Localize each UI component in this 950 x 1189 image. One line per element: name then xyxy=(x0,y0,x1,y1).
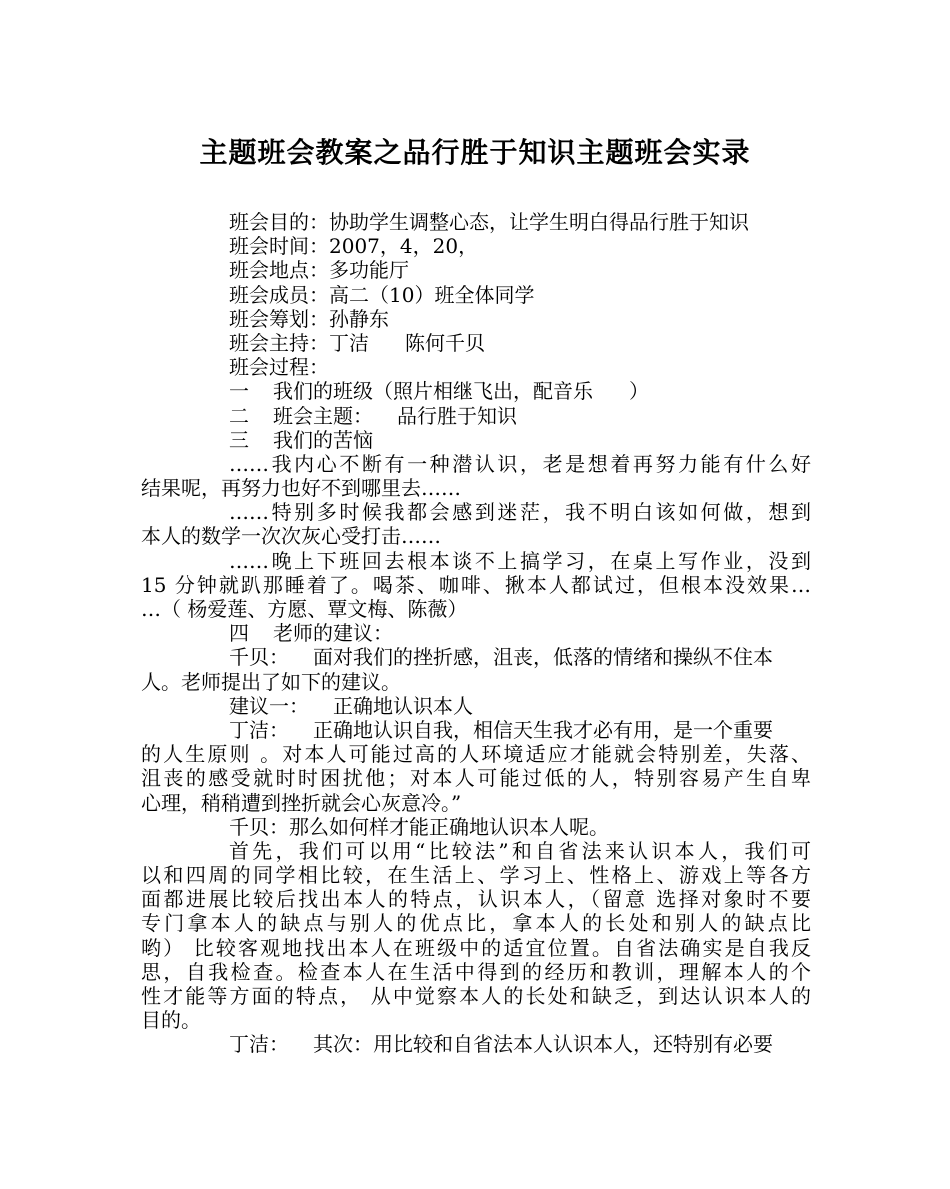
document-title: 主题班会教案之品行胜于知识主题班会实录 xyxy=(199,136,751,169)
paragraph-line: 面都进展比较后找出本人的特点，认识本人，（留意 选择对象时不要 xyxy=(141,887,811,912)
paragraph-line xyxy=(141,645,811,669)
paragraph-line xyxy=(141,718,811,742)
section-four xyxy=(141,621,811,645)
paragraph-line: 千贝：那么如何样才能正确地认识本人呢。 xyxy=(229,814,609,839)
speaker-label: 千贝： xyxy=(229,645,289,670)
paragraph-line: 首先，我们可以用“比较法”和自省法来认识本人，我们可 xyxy=(229,838,811,863)
section-text: 老师的建议： xyxy=(273,621,393,646)
paragraph-line: 结果呢，再努力也好不到哪里去…… xyxy=(141,476,461,501)
section-one xyxy=(141,379,811,403)
meeting-purpose: 班会目的：协助学生调整心态，让学生明白得品行胜于知识 xyxy=(229,210,749,234)
meeting-members: 班会成员：高二（10）班全体同学 xyxy=(229,282,535,307)
section-text-theme: 品行胜于知识 xyxy=(397,403,517,428)
host-name: 陈何千贝 xyxy=(405,330,485,355)
paragraph-line: …（ 杨爱莲、方愿、覃文梅、陈薇） xyxy=(141,597,468,621)
meeting-planner: 班会筹划：孙静东 xyxy=(229,306,389,331)
paragraph-line: ……我内心不断有一种潜认识，老是想着再努力能有什么好 xyxy=(229,451,811,476)
section-two xyxy=(141,404,811,428)
suggestion-label: 建议一： xyxy=(229,693,309,718)
paragraph-line: 哟） 比较客观地找出本人在班级中的适宜位置。自省法确实是自我反 xyxy=(141,935,811,960)
section-number: 三 xyxy=(229,427,249,452)
paragraph-line: ……晚上下班回去根本谈不上搞学习，在桌上写作业，没到 xyxy=(229,548,811,573)
host-label: 班会主持：丁洁 xyxy=(229,330,369,355)
section-text: 我们的苦恼 xyxy=(273,427,373,452)
speech-text: 其次：用比较和自省法本人认识本人，还特别有必要 xyxy=(313,1032,773,1057)
paragraph-line: 15 分钟就趴那睡着了。喝茶、咖啡、揪本人都试过，但根本没效果… xyxy=(141,572,811,597)
section-text: 我们的班级（照片相继飞出，配音乐 xyxy=(273,379,593,404)
section-three xyxy=(141,428,811,452)
paragraph-line: 性才能等方面的特点， 从中觉察本人的长处和缺乏，到达认识本人的 xyxy=(141,984,811,1008)
meeting-time: 班会时间：2007，4，20， xyxy=(229,234,479,259)
paragraph-line: 思，自我检查。检查本人在生活中得到的经历和教训，理解本人的个 xyxy=(141,959,811,984)
section-text: 班会主题： xyxy=(273,403,373,428)
paragraph-line: 的人生原则 。对本人可能过高的人环境适应才能就会特别差，失落、 xyxy=(141,742,811,767)
speaker-label: 丁洁： xyxy=(229,1032,289,1057)
section-number: 二 xyxy=(229,403,249,428)
meeting-location: 班会地点：多功能厅 xyxy=(229,258,409,283)
section-text-end: ） xyxy=(629,379,649,404)
speech-text: 正确地认识自我，相信天生我才必有用，是一个重要 xyxy=(313,717,773,742)
speech-text: 面对我们的挫折感，沮丧，低落的情绪和操纵不住本 xyxy=(313,645,773,670)
speaker-label: 丁洁： xyxy=(229,717,289,742)
paragraph-line: 沮丧的感受就时时困扰他；对本人可能过低的人，特别容易产生自卑 xyxy=(141,766,811,791)
suggestion-heading xyxy=(141,694,811,718)
paragraph-line: 人。老师提出了如下的建议。 xyxy=(141,669,401,694)
paragraph-line: 专门拿本人的缺点与别人的优点比，拿本人的长处和别人的缺点比 xyxy=(141,911,811,936)
suggestion-text: 正确地认识本人 xyxy=(333,693,473,718)
paragraph-line: 本人的数学一次次灰心受打击…… xyxy=(141,524,441,549)
section-number: 四 xyxy=(229,621,249,646)
meeting-process-label: 班会过程： xyxy=(229,355,329,380)
paragraph-line: 以和四周的同学相比较，在生活上、学习上、性格上、游戏上等各方 xyxy=(141,863,811,888)
document-body xyxy=(141,210,811,1057)
meeting-hosts xyxy=(141,331,811,355)
paragraph-line: 心理，稍稍遭到挫折就会心灰意冷。” xyxy=(141,790,462,815)
paragraph-line xyxy=(141,1032,811,1056)
paragraph-line: 目的。 xyxy=(141,1008,201,1033)
paragraph-line: ……特别多时候我都会感到迷茫，我不明白该如何做，想到 xyxy=(229,500,811,525)
section-number: 一 xyxy=(229,379,249,404)
